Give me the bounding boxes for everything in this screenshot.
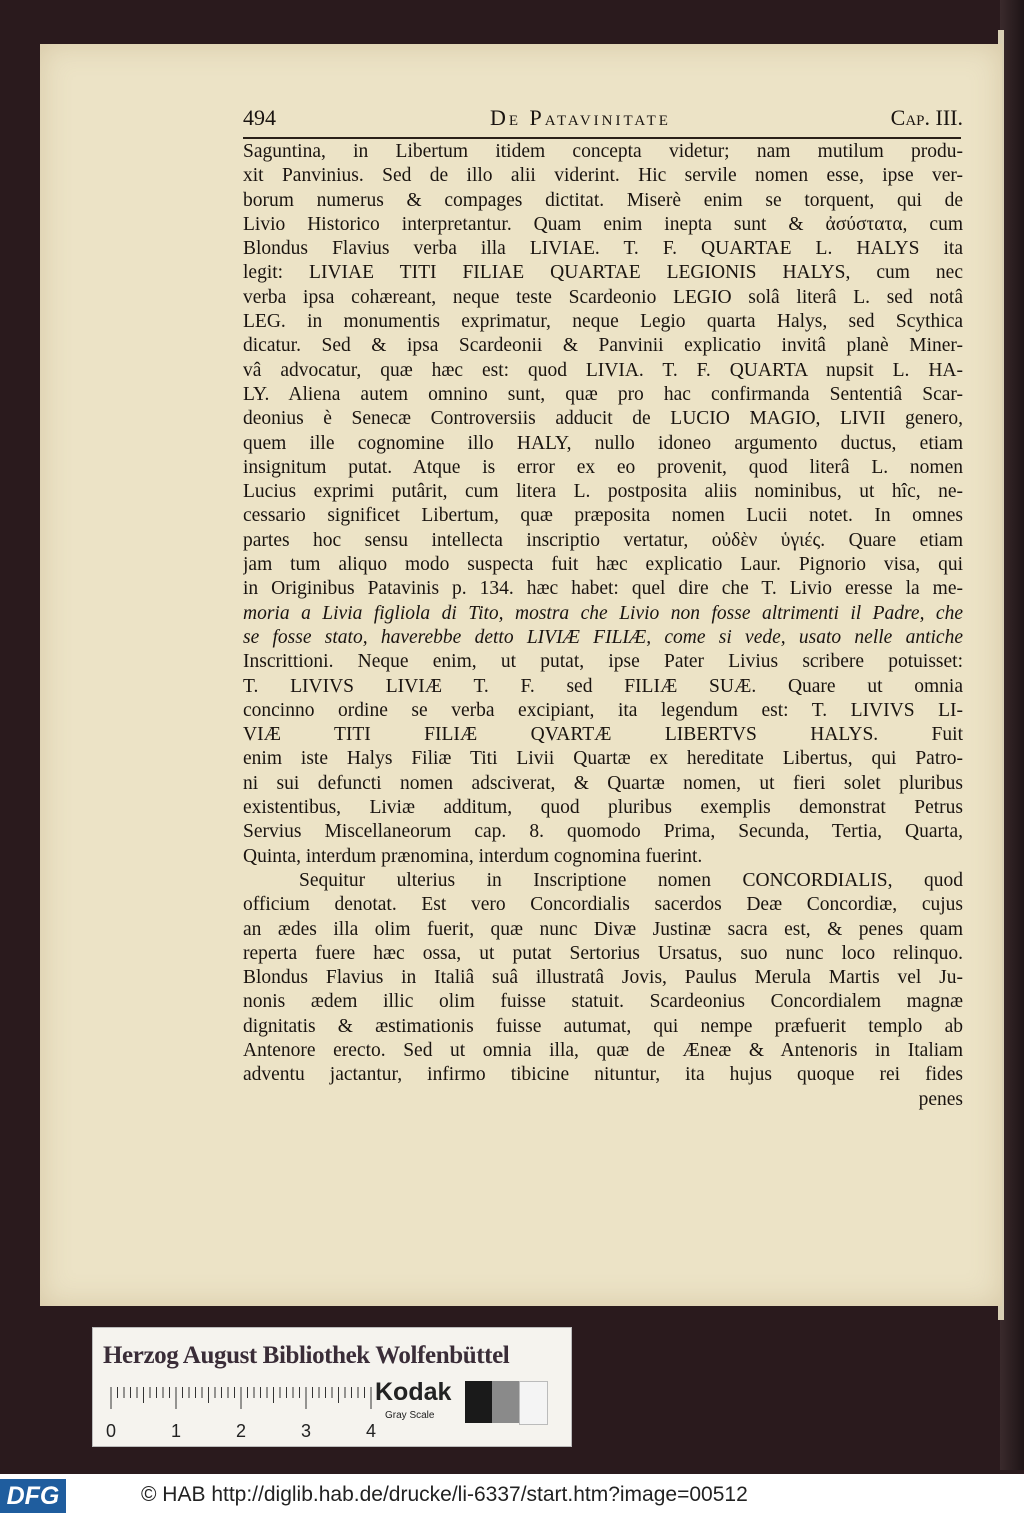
text-line: moria a Livia figliola di Tito, mostra che Livio non fosse altrimenti il Padre, che — [243, 602, 963, 624]
running-title: De Patavinitate — [490, 105, 671, 130]
page-body-text — [243, 140, 963, 1112]
text-line: Lucius exprimi putârit, cum litera L. postposita aliis nominibus, ut hîc, ne- — [243, 481, 963, 503]
text-line: partes hoc sensu intellecta inscriptio vertatur, οὐδὲν ὑγιές. Quare etiam — [243, 529, 963, 551]
text-line: reperta fuere hæc ossa, ut putat Sertorius Ursatus, suo nunc loco relinquo. — [243, 942, 963, 964]
text-line: Quinta, interdum prænomina, interdum cognomina fuerint. — [243, 845, 703, 867]
text-line: Servius Miscellaneorum cap. 8. quomodo Prima, Secunda, Tertia, Quarta, — [243, 821, 963, 843]
header-rule — [243, 137, 961, 139]
text-line: jam tum aliquo modo suspecta fuit hæc explicatio Laur. Pignorio visa, qui — [243, 554, 963, 576]
page-header — [243, 105, 973, 139]
text-line: concinno ordine se verba excipiant, ita legendum est: T. LIVIVS LI- — [243, 699, 963, 721]
text-line: Sequitur ulterius in Inscriptione nomen CONCORDIALIS, quod — [299, 869, 963, 891]
text-line: VIÆ TITI FILIÆ QVARTÆ LIBERTVS HALYS. Fuit — [243, 724, 963, 746]
gray-patch-white — [519, 1381, 548, 1425]
text-line: penes — [918, 1088, 963, 1110]
library-scale-card — [92, 1327, 572, 1447]
ruler-number: 4 — [365, 1421, 377, 1441]
text-line: borum numerus & compages dictitat. Miserè enim se torquent, qui de — [243, 189, 963, 211]
text-line: officium denotat. Est vero Concordialis sacerdos Deæ Concordiæ, cujus — [243, 894, 963, 916]
text-line: existentibus, Liviæ additum, quod pluribus exemplis demonstrat Petrus — [243, 797, 963, 819]
text-line: verba ipsa cohæreant, neque teste Scardeonio LEGIO solâ literâ L. sed notâ — [243, 286, 963, 308]
text-line: cessario significet Libertum, quæ præposita nomen Lucii notet. In omnes — [243, 505, 963, 527]
text-line: quem ille cognomine illo HALY, nullo idoneo argumento ductus, etiam — [243, 432, 963, 454]
text-line: LY. Aliena autem omnino sunt, quæ pro hac confirmanda Sententiâ Scar- — [243, 383, 963, 405]
text-line: dicatur. Sed & ipsa Scardeonii & Panvinii explicatio invitâ planè Miner- — [243, 335, 963, 357]
text-line: an ædes illa olim fuerit, quæ nunc Divæ Justinæ sacra est, & penes quam — [243, 918, 963, 940]
text-line: dignitatis & æstimationis fuisse autumat, qui nempe præfuerit templo ab — [243, 1015, 963, 1037]
dfg-logo: DFG — [0, 1479, 66, 1513]
text-line: vâ advocatur, quæ hæc est: quod LIVIA. T. F. QUARTA nupsit L. HA- — [243, 359, 963, 381]
text-line: deonius è Senecæ Controversiis adducit de LUCIO MAGIO, LIVII genero, — [243, 408, 963, 430]
text-line: Antenore erecto. Sed ut omnia illa, quæ de Æneæ & Antenoris in Italiam — [243, 1039, 963, 1061]
kodak-logo: Kodak — [375, 1378, 452, 1406]
text-line: adventu jactantur, infirmo tibicine nituntur, ita hujus quoque rei fides — [243, 1064, 963, 1086]
text-line: in Originibus Patavinis p. 134. hæc habet: quel dire che T. Livio eresse la me- — [243, 578, 963, 600]
ruler-number: 0 — [105, 1421, 117, 1441]
text-line: LEG. in monumentis exprimatur, neque Legio quarta Halys, sed Scythica — [243, 311, 963, 333]
text-line: legit: LIVIAE TITI FILIAE QUARTAE LEGIONIS HALYS, cum nec — [243, 262, 963, 284]
gray-patch-black — [465, 1381, 492, 1423]
text-line: se fosse stato, haverebbe detto LIVIÆ FILIÆ, come si vede, usato nelle antiche — [243, 626, 963, 648]
library-name: Herzog August Bibliothek Wolfenbüttel — [103, 1342, 510, 1369]
text-line: nonis ædem illic olim fuisse statuit. Scardeonius Concordialem magnæ — [243, 991, 963, 1013]
gray-scale-label: Gray Scale — [385, 1410, 435, 1421]
text-line: T. LIVIVS LIVIÆ T. F. sed FILIÆ SUÆ. Quare ut omnia — [243, 675, 963, 697]
text-line: xit Panvinius. Sed de illo alii viderint. Hic servile nomen esse, ipse ver- — [243, 165, 963, 187]
page-number: 494 — [243, 105, 276, 130]
text-line: Saguntina, in Libertum itidem concepta videtur; nam mutilum produ- — [243, 141, 963, 162]
gray-patch-mid — [492, 1381, 519, 1423]
text-line: enim iste Halys Filiæ Titi Livii Quartæ ex hereditate Libertus, qui Patro- — [243, 748, 963, 770]
text-line: Inscrittioni. Neque enim, ut putat, ipse Pater Livius scribere potuisset: — [243, 651, 963, 673]
text-line: insignitum putat. Atque is error ex eo provenit, quod literâ L. nomen — [243, 456, 963, 478]
text-line: ni sui defuncti nomen adsciverat, & Quartæ nomen, ut fieri solet pluribus — [243, 772, 963, 794]
ruler-number: 1 — [170, 1421, 182, 1441]
chapter-label: Cap. III. — [890, 105, 963, 130]
ruler-number: 2 — [235, 1421, 247, 1441]
text-line: Blondus Flavius verba illa LIVIAE. T. F. QUARTAE L. HALYS ita — [243, 238, 963, 260]
ruler-number: 3 — [300, 1421, 312, 1441]
text-line: Livio Historico interpretantur. Quam enim inepta sunt & ἀσύστατα, cum — [243, 213, 963, 235]
text-line: Blondus Flavius in Italiâ suâ illustratâ Jovis, Paulus Merula Martis vel Ju- — [243, 967, 963, 989]
copyright-link[interactable]: © HAB http://diglib.hab.de/drucke/li-6337/start.htm?image=00512 — [141, 1483, 748, 1506]
